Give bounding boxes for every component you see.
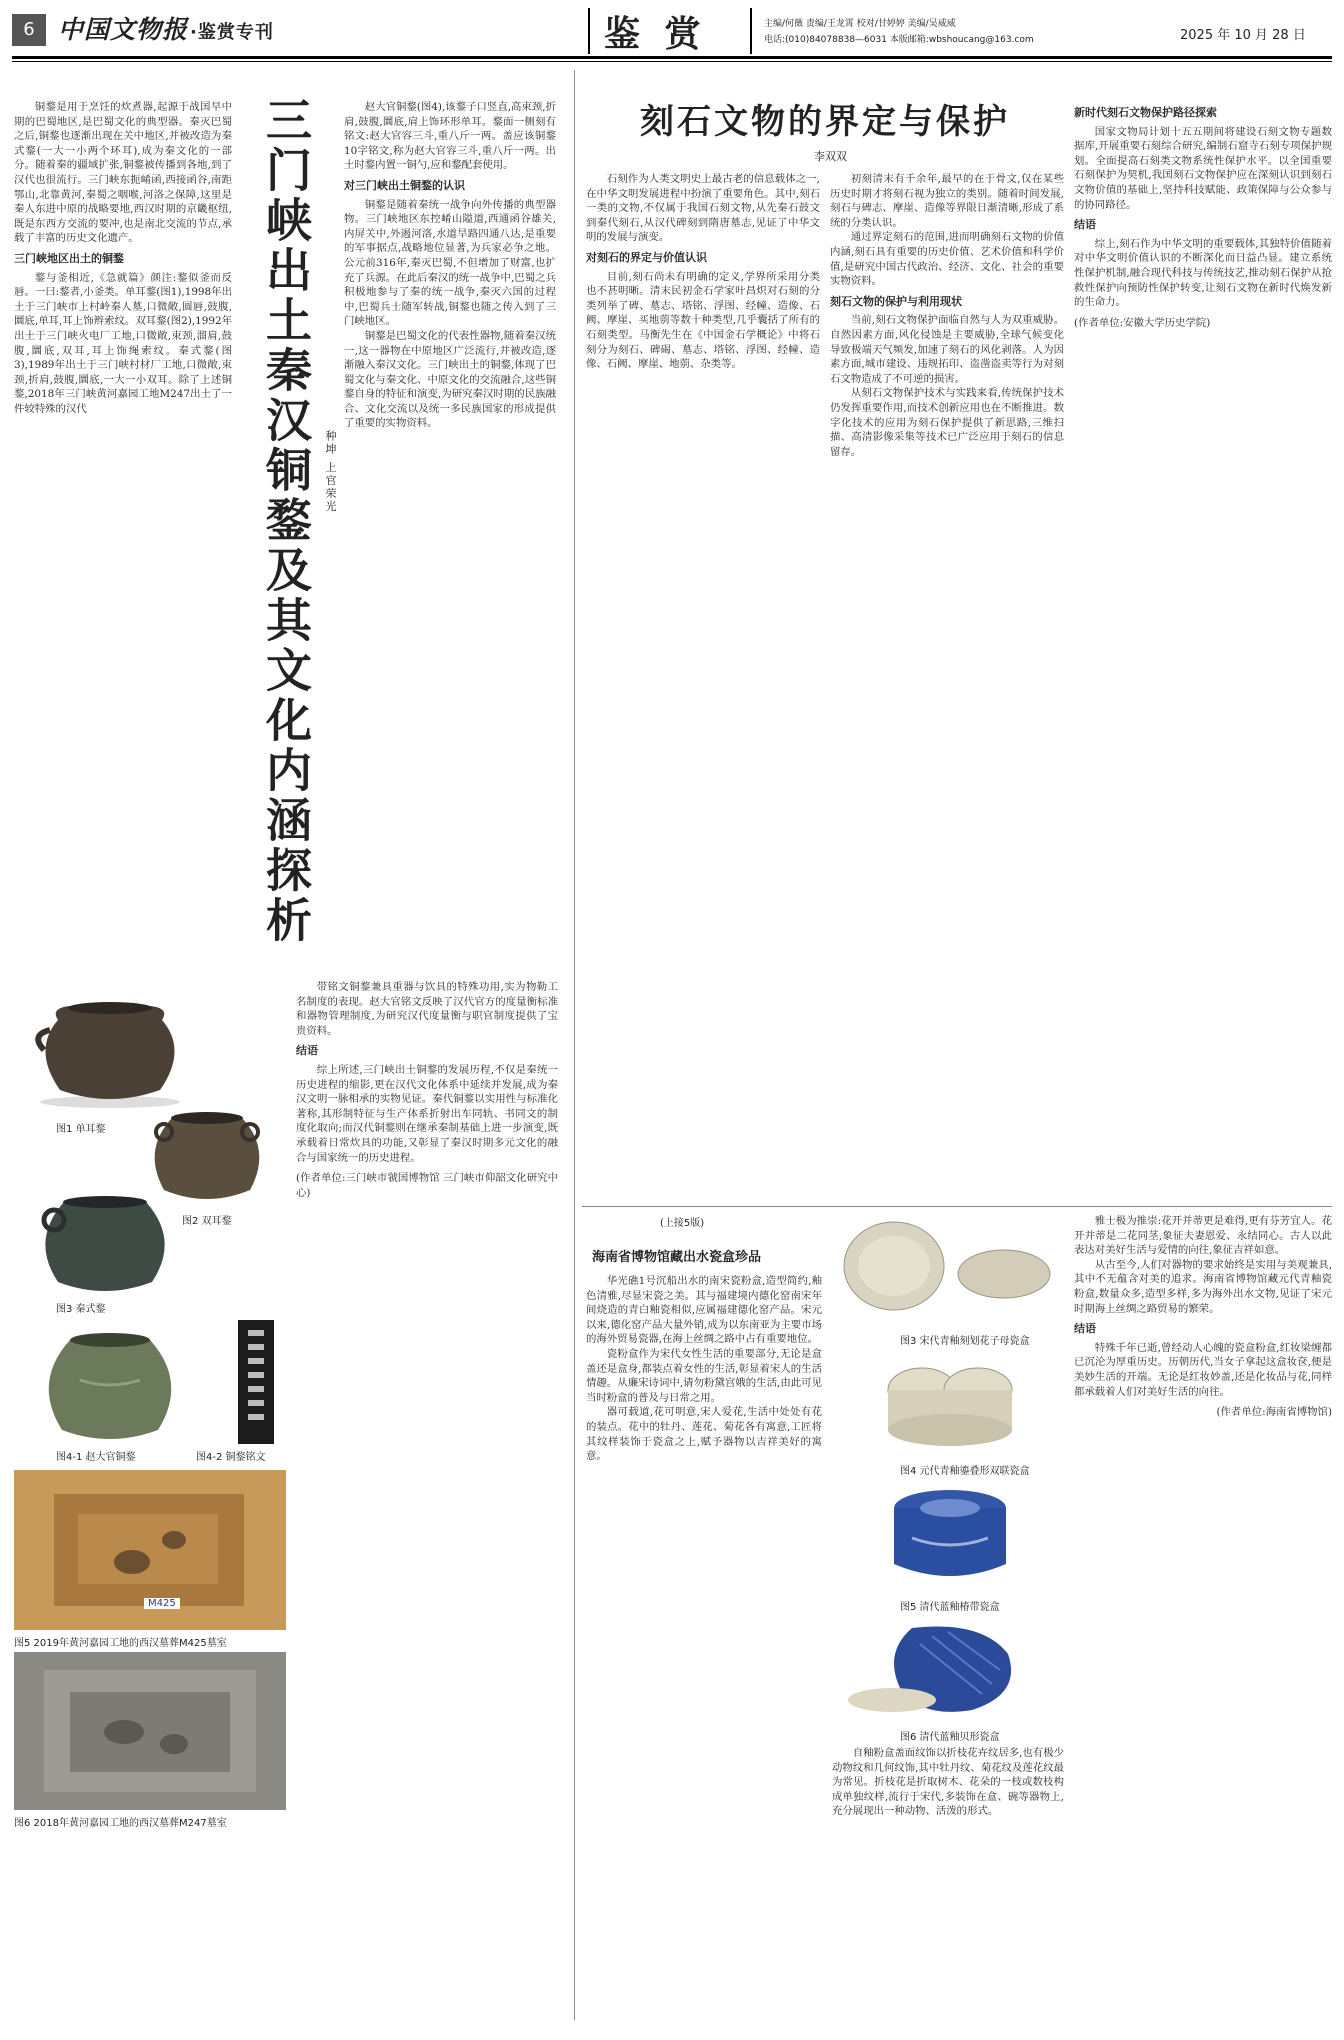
figure6-caption: 图6 2018年黄河嘉园工地的西汉墓葬M247墓室: [14, 1818, 227, 1829]
article2-heading2: 刻石文物的保护与利用现状: [830, 294, 962, 308]
article1-heading3: 结语: [296, 1044, 318, 1058]
section-suffix: ·鉴赏专刊: [190, 22, 274, 43]
header-divider-right: [750, 8, 752, 54]
article3-author-note: (作者单位:海南省博物馆): [1216, 1406, 1332, 1419]
figure1-caption: 图1 单耳鍪: [56, 1124, 106, 1135]
article2-title: 刻石文物的界定与保护: [640, 102, 1010, 142]
figure4-1-caption: 图4-1 赵大官铜鍪: [56, 1452, 136, 1463]
page-number: 6: [23, 19, 35, 40]
article3-col3-text: 雅士极为推崇:花开并蒂更是难得,更有芬芳宜人。花开并蒂是二花同茎,象征夫妻恩爱、永结同心。古人以此表达对美好生活与爱情的向往,象征吉祥如意。 从古至今,人们对器物的要求始终是实用与美观兼具,其中不无蕴含对美的追求。海南省博物馆藏元代青釉瓷粉盒,数量众多,造型多样,多为海外出水文物,见证了宋元时期海上丝绸之路贸易的繁荣。 结语 特殊千年已逝,曾经动人心魄的瓷盒粉盒,红妆梁缠都已沉沦为厚重历史。历朝历代,当女子拿起这盒妆奁,便是美妙生活的开端。无论是红妆妙盖,还是化妆品与花,同样都承载着人们对美好生活的向往。 (作者单位:海南省博物馆): [1074, 1215, 1332, 1419]
article1-col1-text: 铜鍪是用于烹饪的炊煮器,起源于战国早中期的巴蜀地区,是巴蜀文化的典型器。秦灭巴蜀之后,铜鍪也逐渐出现在关中地区,并被改造为秦式鍪(一大一小两个环耳),成为秦文化的一部分。随着秦的疆域扩张,铜鍪被传播到各地,到了汉代也很流行。三门峡东扼崤函,西接函谷,南距鄂山,北靠黄河,秦蜀之咽喉,河洛之保障,这里是秦人东进中原的战略要地,西汉时期的京畿枢纽,既是东西方交流的要冲,也是南北交流的节点,承载了丰富的历史文化遗产。 三门峡地区出土的铜鍪 鍪与釜相近,《急就篇》颜注:鍪似釜而反唇。一曰:鍪者,小釜类。单耳鍪(图1),1998年出土于三门峡市上村岭秦人墓,口微敞,圆唇,鼓腹,圜底,单耳,耳上饰辫索纹。双耳鍪(图2),1992年出土于三门峡火电厂工地,口微敞,束颈,溜肩,鼓腹,圜底,双耳,耳上饰绳索纹。秦式鍪(图3),1989年出土于三门峡村材厂工地,口微敞,束颈,折肩,鼓腹,圜底,一大一小双耳。除了上述铜鍪,2018年三门峡黄河嘉园工地M247出土了一件较特殊的汉代: [14, 101, 232, 415]
figure-r4-caption: 图4 元代青釉鎏叠形双联瓷盒: [900, 1466, 1030, 1477]
article3-col1-text: 华光礁1号沉船出水的南宋瓷粉盒,造型简约,釉色清雅,尽显宋瓷之美。其与福建境内德化窑南宋年间烧造的青白釉瓷相似,应属福建德化窑产品。宋元以来,德化窑产品大量外销,成为以东南亚为主要市场的海外贸易瓷器,在海上丝绸之路中占有重要地位。 瓷粉盒作为宋代女性生活的重要部分,无论是盒盖还是盒身,都装点着女性的生活,彰显着宋人的生活情趣。从廉宋诗词中,请勿粉黛宫娥的生活,由此可见当时粉盒的普及与日常之用。 器可载道,花可明意,宋人爱花,生活中处处有花的装点。花中的牡丹、莲花、菊花各有寓意,工匠将其纹样装饰于瓷盒之上,赋予器物以吉祥美好的寓意。: [586, 1275, 822, 1463]
article1-heading2: 对三门峡出土铜鍪的认识: [344, 178, 465, 192]
figure-r6-shell-box: [832, 1614, 1062, 1726]
figure2-caption: 图2 双耳鍪: [182, 1216, 232, 1227]
figure4-2-inscription: [238, 1320, 274, 1444]
header-divider-left: [588, 8, 590, 54]
figure-r3-lidded-box: [832, 1214, 1062, 1330]
article3-title: 海南省博物馆藏出水瓷盒珍品: [592, 1250, 762, 1265]
article1-heading1: 三门峡地区出土的铜鍪: [14, 251, 124, 265]
figure-r5-blue-box: [832, 1478, 1062, 1596]
header-rule-thin: [12, 61, 1332, 62]
article2-author: 李双双: [814, 150, 847, 163]
article-divider: [582, 1206, 1332, 1207]
figure-r5-caption: 图5 清代蓝釉椿带瓷盒: [900, 1602, 1000, 1613]
editor-credits: 主编/何薇 责编/王龙霄 校对/甘婷婷 美编/吴威威: [764, 19, 956, 29]
article2-heading3: 新时代刻石文物保护路径探索: [1074, 106, 1217, 119]
figure5-caption: 图5 2019年黄河嘉园工地的西汉墓葬M425墓室: [14, 1638, 227, 1649]
issue-date: 2025 年 10 月 28 日: [1180, 28, 1306, 43]
article2-author-note: (作者单位:安徽大学历史学院): [1074, 316, 1211, 329]
figure5-tomb-m425: [14, 1470, 286, 1630]
article2-col1-text: 石刻作为人类文明史上最古老的信息载体之一,在中华文明发展进程中扮演了重要角色。其中,刻石一类的文物,不仅属于我国石刻文物,从先秦石鼓文到秦代刻石,从汉代碑刻到隋唐墓志,见证了中华文明的发展与演变。 对刻石的界定与价值认识 目前,刻石尚未有明确的定义,学界所采用分类也不甚明晰。清末民初金石学家叶昌炽对石刻的分类列举了碑、墓志、塔铭、浮图、经幢、造像、石阙、摩崖、买地莂等数十种类型,几乎囊括了所有的石刻类型。马衡先生在《中国金石学概论》中将石刻分为刻石、碑碣、墓志、塔铭、浮图、经幢、造像、石阙、摩崖、地莂、杂类等。: [586, 173, 820, 371]
article1-col3-text: 带铭文铜鍪兼具重器与饮具的特殊功用,实为物勒工名制度的表现。赵大官铭文反映了汉代官方的度量衡标准和器物管理制度,为研究汉代度量衡与职官制度提供了宝贵资料。 结语 综上所述,三门峡出土铜鍪的发展历程,不仅是秦统一历史进程的缩影,更在汉代文化体系中延续并发展,成为秦汉文明一脉相承的实物见证。秦代铜鍪以实用性与标准化著称,其形制特征与生产体系折射出车同轨、书同文的制度化取向;而汉代铜鍪则在继承秦制基础上进一步演变,既承载着日常炊具的功能,又彰显了秦汉时期多元文化的融合与国家统一的历史进程。 (作者单位:三门峡市虢国博物馆 三门峡市仰韶文化研究中心): [296, 981, 558, 1199]
figure3-caption: 图3 秦式鍪: [56, 1304, 106, 1315]
header-rule-thick: [12, 56, 1332, 59]
article1-col2-text: 赵大官铜鍪(图4),该鍪子口竖直,高束颈,折肩,鼓腹,圜底,肩上饰环形单耳。鍪面一侧刻有铭文:赵大官容三斗,重八斤一两。盖应该铜鍪10字铭文,称为赵大官容三斗,重八斤一两。出土时鍪内置一铜勺,应和鍪配套使用。 对三门峡出土铜鍪的认识 铜鍪是随着秦统一战争向外传播的典型器物。三门峡地区东控崤山隘道,西通函谷雄关,内屏关中,外遏河洛,水道旱路四通八达,是重要的军事据点,战略地位显著,为兵家必争之地。公元前316年,秦灭巴蜀,不但增加了财富,也扩充了兵源。在此后秦汉的统一战争中,巴蜀之兵积极地参与了秦的统一战争,秦灭六国的过程中,巴蜀兵士随军转战,铜鍪也随之传入到了三门峡地区。 铜鍪是巴蜀文化的代表性器物,随着秦汉统一,这一器物在中原地区广泛流行,并被改造,逐渐融入秦汉文化。三门峡出土的铜鍪,体现了巴蜀文化与秦文化、中原文化的交流融合,这些铜鍪自身的特征和演变,为研究秦汉时期的民族融合、文化交流以及统一多民族国家的形成提供了重要的实物资料。: [344, 101, 556, 430]
article2-heading4: 结语: [1074, 218, 1096, 232]
article2-col2-text: 初刻清末有千余年,最早的在于骨文,仅在某些历史时期才将刻石视为独立的类别。随着时间发展,刻石与碑志、摩崖、造像等界限日渐清晰,形成了系统的分类认识。 通过界定刻石的范围,进而明确刻石文物的价值内涵,刻石具有重要的历史价值、艺术价值和科学价值,是研究中国古代政治、经济、文化、社会的重要实物资料。 刻石文物的保护与利用现状 当前,刻石文物保护面临自然与人为双重威胁。自然因素方面,风化侵蚀是主要威胁,全球气候变化导致极端天气频发,加速了刻石的风化剥落。人为因素方面,城市建设、违规拓印、盗凿盗卖等行为对刻石文物造成了不可逆的损害。 从刻石文物保护技术与实践来看,传统保护技术仍发挥重要作用,而技术创新应用也在不断推进。数字化技术的应用为刻石保护提供了新思路,三维扫描、高清影像采集等技术已广泛应用于刻石的信息留存。: [830, 173, 1064, 458]
figure4-2-caption: 图4-2 铜鍪铭文: [196, 1452, 266, 1463]
figure-r3-caption: 图3 宋代青釉刻划花子母瓷盒: [900, 1336, 1030, 1347]
article3-heading1: 结语: [1074, 1322, 1096, 1336]
paper-name: 中国文物报 ·鉴赏专刊: [58, 15, 274, 44]
article3-col2-text: 自釉粉盒盖面纹饰以折枝花卉纹居多,也有极少动物纹和几何纹饰,其中牡丹纹、菊花纹及莲花纹最为常见。折枝花是折取树木、花朵的一枝或数枝构成单独纹样,流行于宋代,多装饰在盒、碗等器物上,充分展现出一种动物、活泼的形式。: [832, 1747, 1064, 1818]
article2-col3-text: 新时代刻石文物保护路径探索 国家文物局计划十五五期间将建设石刻文物专题数据库,开展重要石刻综合研究,编制石窟寺石刻专项保护规划。全面提高石刻类文物系统性保护水平。以全国重要石刻保护为契机,我国刻石文物保护应在深刻认识到刻石文物价值的基础上,坚持科技赋能、政策保障与公众参与的协同路径。 结语 综上,刻石作为中华文明的重要载体,其独特价值随着对中华文明价值认识的不断深化而日益凸显。建立系统性保护机制,融合现代科技与传统技艺,推动刻石保护从抢救性保护向预防性保护转变,让刻石文物在新时代焕发新的生命力。 (作者单位:安徽大学历史学院): [1074, 106, 1332, 329]
article3-continuation: (上接5版): [660, 1218, 705, 1229]
figure4-1-zhaodaguan-mou: [20, 1320, 200, 1450]
figure-r6-caption: 图6 清代蓝釉贝形瓷盒: [900, 1732, 1000, 1743]
page-number-box: [12, 14, 46, 46]
article1-title: 三门峡出土秦汉铜鍪及其文化内涵探析: [259, 96, 313, 946]
section-title: 鉴 赏: [604, 14, 707, 55]
figure-r4-twin-box: [832, 1348, 1062, 1460]
article1-author-note: (作者单位:三门峡市虢国博物馆 三门峡市仰韶文化研究中心): [296, 1172, 558, 1199]
tomb-label: M425: [144, 1598, 180, 1609]
contact-info: 电话:(010)84078838—6031 本版邮箱:wbshoucang@163.com: [764, 35, 1034, 45]
article2-heading1: 对刻石的界定与价值认识: [586, 250, 707, 264]
article1-author: 种坤 上官荣光: [324, 430, 337, 514]
figure6-tomb-m247: [14, 1652, 286, 1810]
figure3-bronze-mou: [20, 1180, 190, 1300]
page-column-divider: [574, 70, 575, 2020]
